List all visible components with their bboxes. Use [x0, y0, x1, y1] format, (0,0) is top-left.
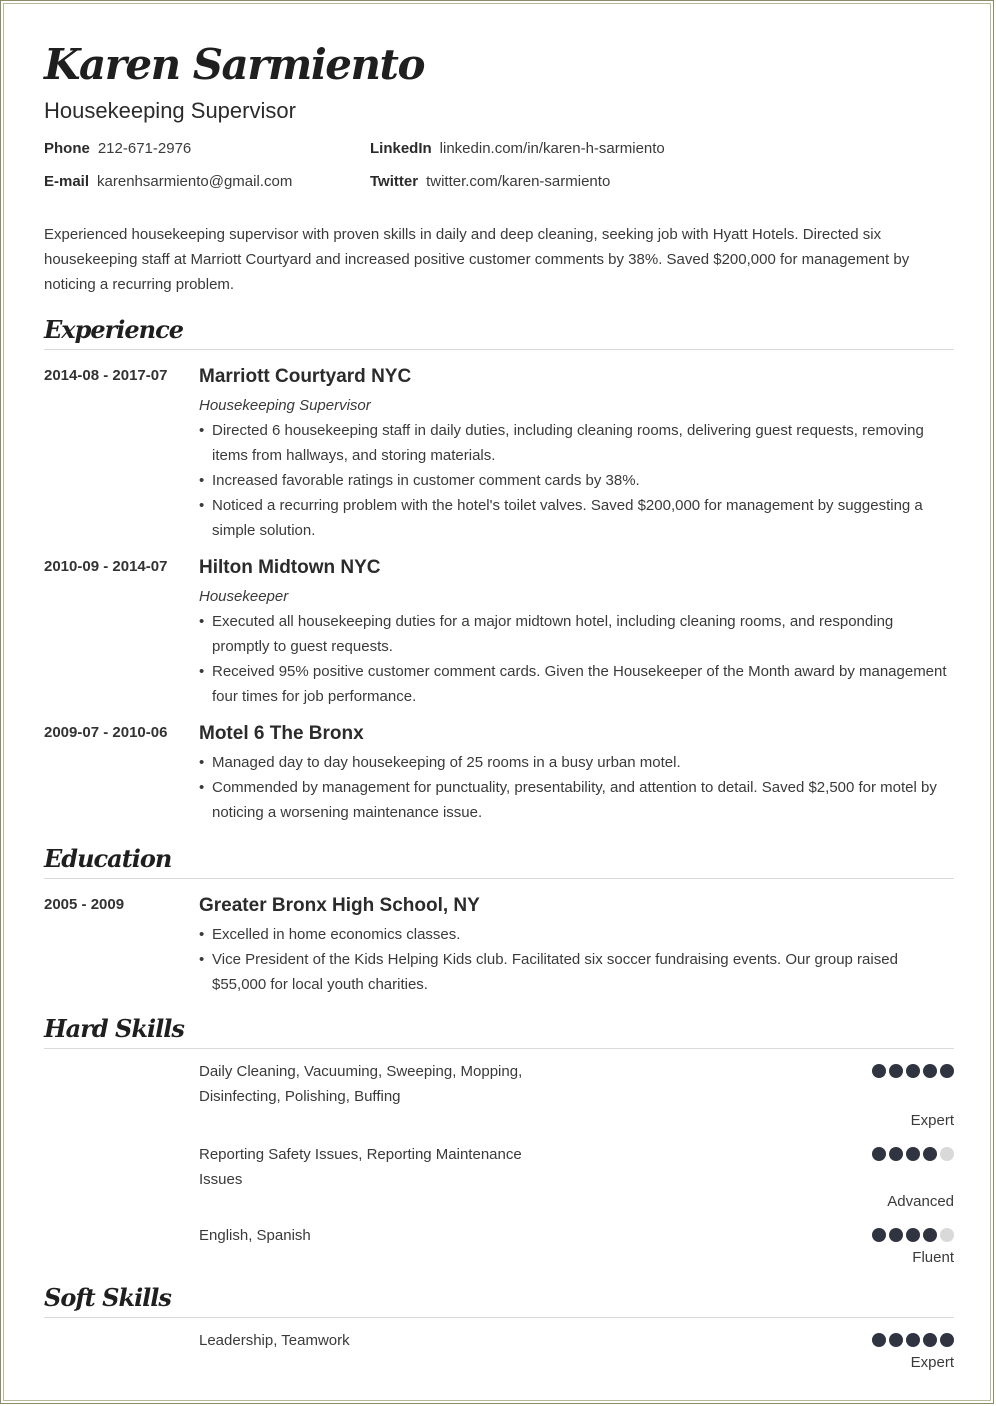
- contact-label: LinkedIn: [370, 140, 432, 157]
- skill-rating: [872, 1147, 954, 1161]
- candidate-title: Housekeeping Supervisor: [44, 98, 296, 123]
- rating-dot-empty: [940, 1147, 954, 1161]
- contact-twitter: [370, 172, 610, 192]
- experience-entry: [44, 723, 954, 825]
- bullet-item: • Received 95% positive customer comment cards. Given the Housekeeper of the Month award by management four times for job performance.: [199, 659, 954, 709]
- skill-rating: [872, 1064, 954, 1078]
- bullet-item: • Vice President of the Kids Helping Kids club. Facilitated six soccer fundraising events. Our group raised $55,000 for local youth charities.: [199, 947, 954, 997]
- section-heading: Soft Skills: [44, 1283, 171, 1312]
- rating-dot-filled: [906, 1333, 920, 1347]
- contact-label: E-mail: [44, 173, 90, 190]
- skill-rating: [872, 1228, 954, 1242]
- entry-dates: 2005 - 2009: [44, 896, 125, 913]
- skill-row: [44, 1142, 954, 1212]
- section-divider: [44, 878, 954, 879]
- rating-dot-empty: [940, 1228, 954, 1242]
- skill-level: Fluent: [912, 1249, 954, 1266]
- entry-dates: 2014-08 - 2017-07: [44, 367, 168, 384]
- contact-label: Phone: [44, 140, 90, 157]
- hard-skills-section: [44, 1013, 954, 1268]
- entry-role: Housekeeper: [199, 588, 289, 605]
- rating-dot-filled: [889, 1228, 903, 1242]
- skill-rating: [872, 1333, 954, 1347]
- experience-section: [44, 314, 954, 825]
- entry-body: [199, 895, 954, 997]
- rating-dot-filled: [923, 1064, 937, 1078]
- bullet-item: • Managed day to day housekeeping of 25 rooms in a busy urban motel.: [199, 750, 954, 775]
- skill-level: Expert: [910, 1112, 954, 1129]
- contact-label: Twitter: [370, 173, 419, 190]
- skill-text: English, Spanish: [199, 1227, 311, 1244]
- contact-phone: [44, 139, 191, 159]
- skill-level: Advanced: [887, 1193, 954, 1210]
- entry-bullets: [199, 750, 954, 825]
- rating-dot-filled: [872, 1333, 886, 1347]
- rating-dot-filled: [906, 1147, 920, 1161]
- contact-block: [44, 139, 954, 205]
- rating-dot-filled: [923, 1147, 937, 1161]
- candidate-name: Karen Sarmiento: [44, 40, 424, 89]
- rating-dot-filled: [906, 1064, 920, 1078]
- entry-body: [199, 366, 954, 543]
- contact-value: 212-671-2976: [97, 140, 192, 157]
- experience-entry: [44, 557, 954, 709]
- entry-organization: Marriott Courtyard NYC: [199, 366, 412, 387]
- rating-dot-filled: [872, 1064, 886, 1078]
- section-heading: Education: [44, 844, 172, 873]
- entry-role: Housekeeping Supervisor: [199, 397, 371, 414]
- resume-content: [44, 39, 954, 1373]
- entry-body: [199, 557, 954, 709]
- rating-dot-filled: [872, 1147, 886, 1161]
- experience-entry: [44, 366, 954, 543]
- section-divider: [44, 1317, 954, 1318]
- summary-paragraph: Experienced housekeeping supervisor with proven skills in daily and deep cleaning, seeking job with Hyatt Hotels. Directed six housekeeping staff at Marriott Courtyard and increased positive customer comments by 38%. Saved $200,000 for management by noticing a recurring problem.: [44, 226, 910, 293]
- contact-linkedin: [370, 139, 665, 159]
- bullet-item: • Executed all housekeeping duties for a major midtown hotel, including cleaning rooms, and responding promptly to guest requests.: [199, 609, 954, 659]
- bullet-item: • Commended by management for punctuality, presentability, and attention to detail. Saved $2,500 for motel by noticing a worsening maintenance issue.: [199, 775, 954, 825]
- education-section: [44, 843, 954, 997]
- entry-dates: 2010-09 - 2014-07: [44, 558, 168, 575]
- section-divider: [44, 1048, 954, 1049]
- section-divider: [44, 349, 954, 350]
- rating-dot-filled: [872, 1228, 886, 1242]
- contact-value: linkedin.com/in/karen-h-sarmiento: [439, 140, 665, 157]
- rating-dot-filled: [940, 1333, 954, 1347]
- entry-organization: Motel 6 The Bronx: [199, 723, 364, 744]
- entry-bullets: [199, 922, 954, 997]
- entry-bullets: [199, 418, 954, 543]
- skill-row: [44, 1328, 954, 1373]
- education-entry: [44, 895, 954, 997]
- skill-text: Daily Cleaning, Vacuuming, Sweeping, Mopping, Disinfecting, Polishing, Buffing: [199, 1063, 523, 1105]
- entry-body: [199, 723, 954, 825]
- skill-row: [44, 1223, 954, 1268]
- skill-row: [44, 1059, 954, 1131]
- rating-dot-filled: [889, 1064, 903, 1078]
- skill-text: Reporting Safety Issues, Reporting Maintenance Issues: [199, 1146, 522, 1188]
- soft-skills-section: [44, 1282, 954, 1373]
- rating-dot-filled: [923, 1228, 937, 1242]
- contact-value: twitter.com/karen-sarmiento: [426, 173, 611, 190]
- entry-organization: Greater Bronx High School, NY: [199, 895, 480, 916]
- entry-bullets: [199, 609, 954, 709]
- bullet-item: • Excelled in home economics classes.: [199, 922, 954, 947]
- bullet-item: • Increased favorable ratings in customer comment cards by 38%.: [199, 468, 954, 493]
- rating-dot-filled: [923, 1333, 937, 1347]
- rating-dot-filled: [940, 1064, 954, 1078]
- rating-dot-filled: [889, 1333, 903, 1347]
- contact-value: karenhsarmiento@gmail.com: [97, 173, 293, 190]
- bullet-item: • Noticed a recurring problem with the hotel's toilet valves. Saved $200,000 for management by suggesting a simple solution.: [199, 493, 954, 543]
- rating-dot-filled: [889, 1147, 903, 1161]
- bullet-item: • Directed 6 housekeeping staff in daily duties, including cleaning rooms, delivering guest requests, removing items from hallways, and storing materials.: [199, 418, 954, 468]
- rating-dot-filled: [906, 1228, 920, 1242]
- skill-level: Expert: [910, 1354, 954, 1371]
- section-heading: Experience: [44, 315, 184, 344]
- entry-dates: 2009-07 - 2010-06: [44, 724, 168, 741]
- skill-text: Leadership, Teamwork: [199, 1332, 350, 1349]
- section-heading: Hard Skills: [44, 1014, 184, 1043]
- entry-organization: Hilton Midtown NYC: [199, 557, 381, 578]
- contact-email: [44, 172, 292, 192]
